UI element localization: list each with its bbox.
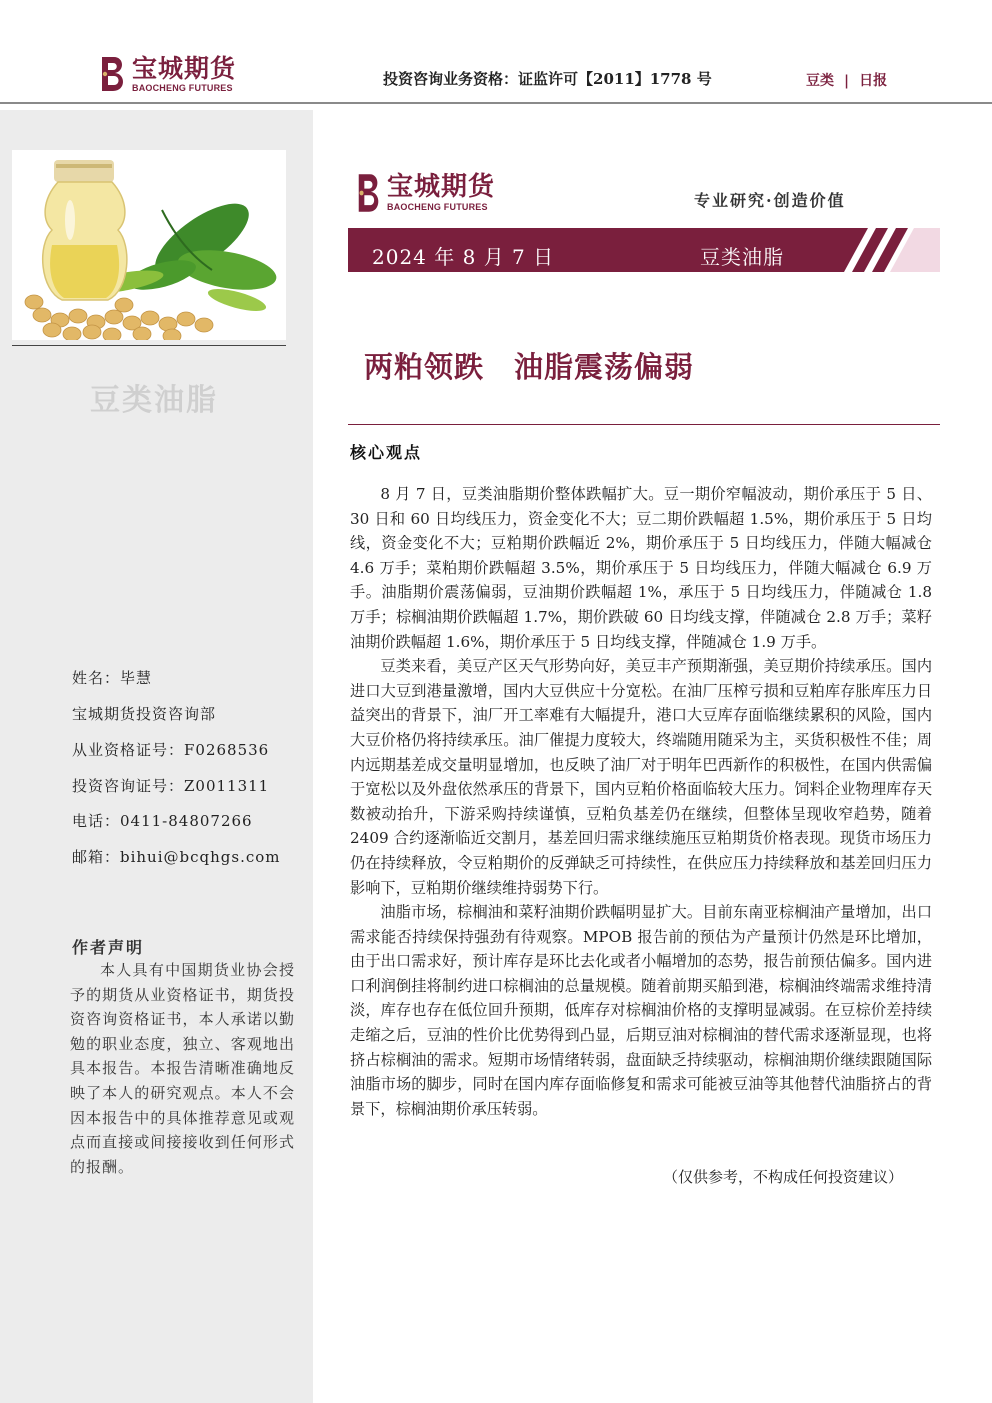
title-part-1: 两粕领跌 <box>364 350 485 384</box>
brand-mark-icon <box>98 55 128 93</box>
report-date: 2024 年 8 月 7 日 <box>372 245 555 269</box>
report-body <box>350 482 932 1121</box>
photo-divider <box>12 345 286 346</box>
tag-category: 豆类 <box>806 73 834 89</box>
logo-cn: 宝城期货 <box>132 53 237 83</box>
qualification-text: 投资咨询业务资格：证监许可【2011】1778 号 <box>383 70 712 88</box>
department: 宝城期货投资咨询部 <box>72 705 217 723</box>
sidebar-category: 豆类油脂 <box>90 383 218 418</box>
header-tags <box>806 70 887 90</box>
body-paragraph: 豆类来看，美豆产区天气形势向好，美豆丰产预期渐强，美豆期价持续承压。国内进口大豆到港量激增，国内大豆供应十分宽松。在油厂压榨亏损和豆粕库存胀库压力日益突出的背景下，油厂开工率难有大幅提升，港口大豆库存面临继续累积的风险，国内大豆价格仍将持续承压。油厂催提力度较大，终端随用随采为主，买货积极性不佳；周内远期基差成交量明显增加，也反映了油厂对于明年巴西新作的积极性，在国内供需偏于宽松以及外盘依然承压的背景下，国内豆粕价格面临较大压力。饲料企业物理库存天数被动抬升，下游采购持续谨慎，豆粕负基差仍在继续，但整体呈现收窄趋势，随着 2409 合约逐渐临近交割月，基差回归需求继续施压豆粕期货价格表现。现货市场压力仍在持续释放，令豆粕期价的反弹缺乏可持续性，在供应压力持续释放和基差回归压力影响下，豆粕期价继续维持弱势下行。 <box>350 657 932 897</box>
author-name: 姓名：毕慧 <box>72 669 153 687</box>
report-title <box>364 345 694 386</box>
tag-separator: | <box>844 73 850 89</box>
email: 邮箱：bihui@bcqhgs.com <box>72 848 281 866</box>
main-logo <box>355 172 495 214</box>
brand-mark-icon <box>355 172 383 214</box>
title-divider <box>348 424 940 425</box>
logo-en: BAOCHENG FUTURES <box>387 202 488 212</box>
phone: 电话：0411-84807266 <box>72 812 253 830</box>
body-paragraph: 8 月 7 日，豆类油脂期价整体跌幅扩大。豆一期价窄幅波动，期价承压于 5 日、30 日和 60 日均线压力，资金变化不大；豆二期价跌幅超 1.5%，期价承压于 5 日均线，资金变化不大；豆粕期价跌幅近 2%，期价承压于 5 日均线压力，伴随大幅减仓 4.6 万手；菜粕期价跌幅超 3.5%，期价承压于 5 日均线压力，伴随大幅减仓 6.9 万手。油脂期价震荡偏弱，豆油期价跌幅超 1%，承压于 5 日均线压力，伴随减仓 1.8 万手；棕榈油期价跌幅超 1.7%，期价跌破 60 日均线支撑，伴随减仓 2.8 万手；菜籽油期价跌幅超 1.6%，期价承压于 5 日均线支撑，伴随减仓 1.9 万手。 <box>350 485 932 651</box>
author-declaration-text: 本人具有中国期货业协会授予的期货从业资格证书，期货投资咨询资格证书，本人承诺以勤勉的职业态度，独立、客观地出具本报告。本报告清晰准确地反映了本人的研究观点。本人不会因本报告中的具体推荐意见或观点而直接或间接接收到任何形式的报酬。 <box>70 961 295 1176</box>
body-paragraph: 油脂市场，棕榈油和菜籽油期价跌幅明显扩大。目前东南亚棕榈油产量增加，出口需求能否持续保持强劲有待观察。MPOB 报告前的预估为产量预计仍然是环比增加，由于出口需求好，预计库存是环比去化或者小幅增加的态势，报告前预估偏多。国内进口利润倒挂将制约进口棕榈油的总量规模。随着前期买船到港，棕榈油终端需求维持清淡，库存也存在低位回升预期，低库存对棕榈油价格的支撑明显减弱。在豆棕价差持续走缩之后，豆油的性价比优势得到凸显，后期豆油对棕榈油的替代需求逐渐显现，也将挤占棕榈油的需求。短期市场情绪转弱，盘面缺乏持续驱动，棕榈油期价继续跟随国际油脂市场的脚步，同时在国内库存面临修复和需求可能被豆油等其他替代油脂挤占的背景下，棕榈油期价承压转弱。 <box>350 903 932 1118</box>
title-part-2: 油脂震荡偏弱 <box>514 350 695 384</box>
consult-number: 投资咨询证号：Z0011311 <box>72 777 270 795</box>
disclaimer: （仅供参考，不构成任何投资建议） <box>663 1168 904 1186</box>
author-declaration-title: 作者声明 <box>72 938 145 957</box>
header-divider <box>0 102 992 104</box>
logo-cn: 宝城期货 <box>387 172 496 202</box>
core-view-heading: 核心观点 <box>350 443 423 462</box>
header-logo <box>98 55 236 93</box>
slogan: 专业研究·创造价值 <box>694 191 846 210</box>
tag-type: 日报 <box>859 73 888 89</box>
cover-photo-oil-jar-soybeans <box>12 150 286 340</box>
logo-en: BAOCHENG FUTURES <box>132 82 233 93</box>
banner-category: 豆类油脂 <box>700 245 784 269</box>
cert-number: 从业资格证号：F0268536 <box>72 741 270 759</box>
